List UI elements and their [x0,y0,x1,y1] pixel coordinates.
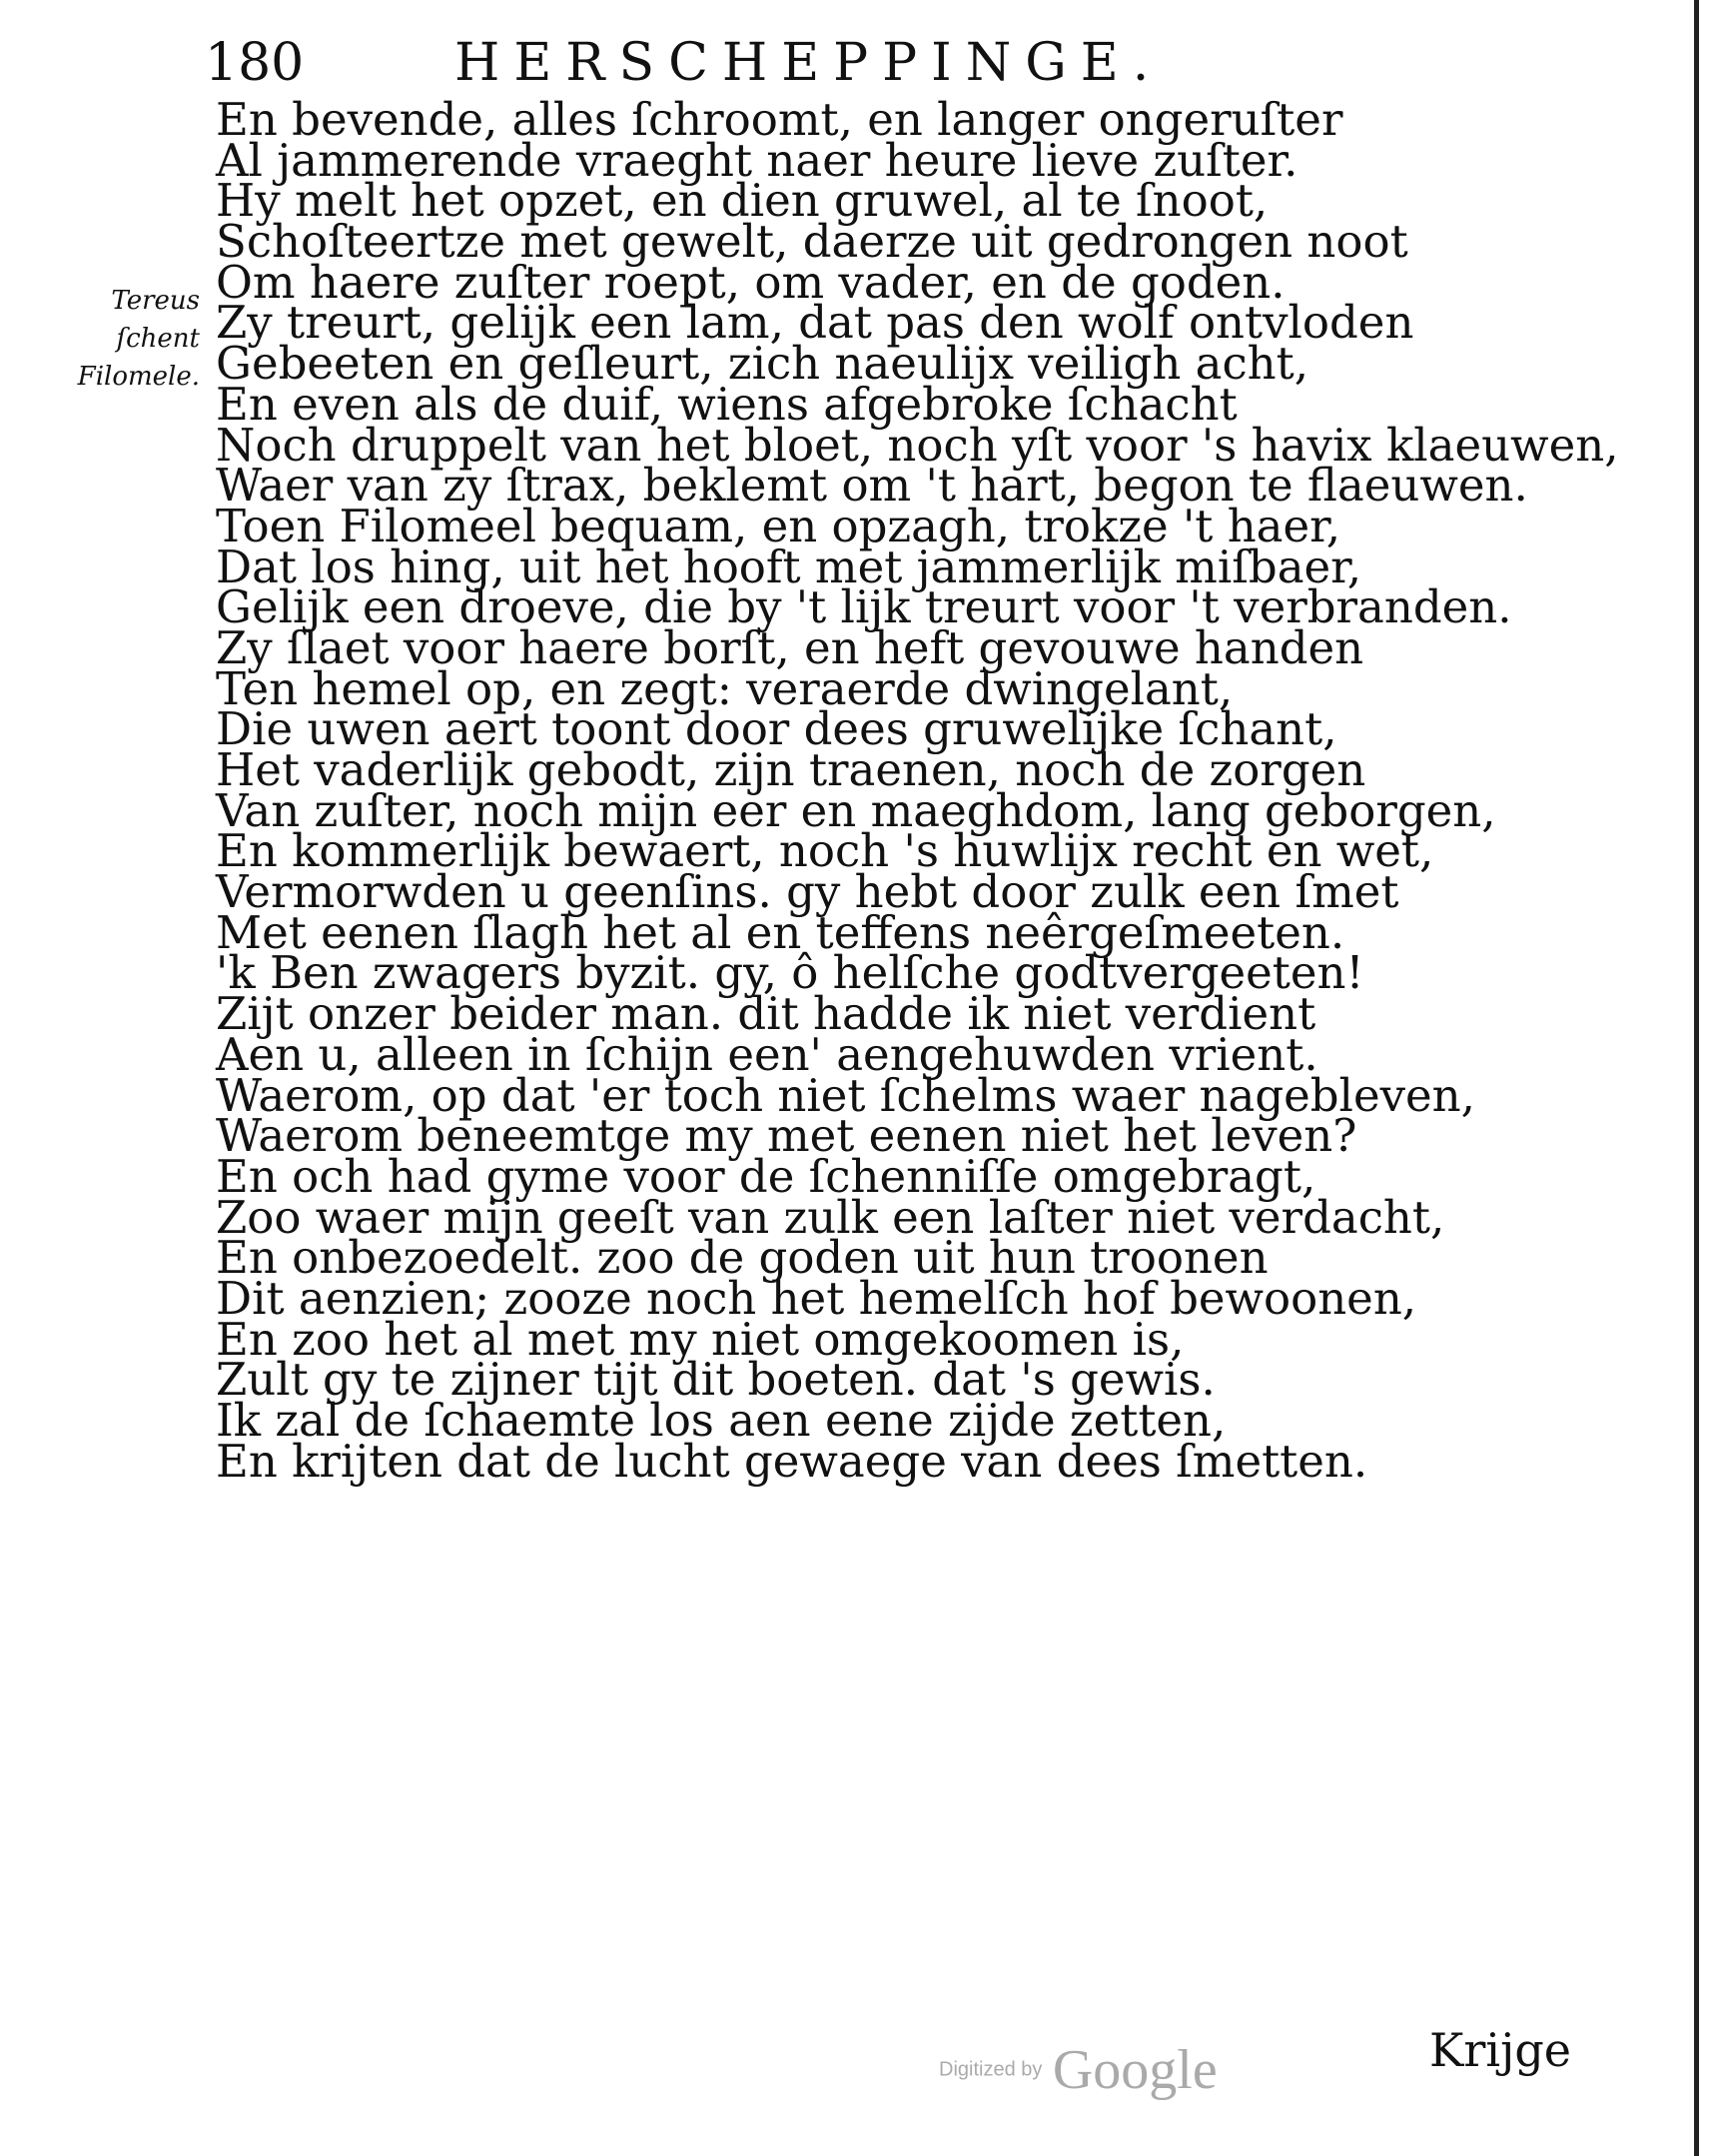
verse-line: Noch druppelt van het bloet, noch yſt voor 's havix klaeuwen, [216,418,1619,472]
verse-block [216,93,1619,1488]
verse-line: En krijten dat de lucht gewaege van dees ſmetten. [216,1434,1368,1488]
verse-line: Gelijk een droeve, die by 't lijk treurt voor 't verbranden. [216,580,1512,634]
verse-line: Toen Filomeel bequam, en opzagh, trokze 't haer, [216,499,1341,552]
verse-line: Vermorwden u geenſins. gy hebt door zulk een ſmet [216,865,1399,919]
verse-line: En och had gyme voor de ſchenniſſe omgebragt, [216,1149,1316,1203]
margin-note-line: ſchent [116,324,200,354]
verse-line: En even als de duif, wiens afgebroke ſchacht [216,377,1238,431]
verse-line: En onbezoedelt. zoo de goden uit hun troonen [216,1231,1269,1285]
verse-line: Aen u, alleen in ſchijn een' aengehuwden vrient. [216,1027,1318,1081]
verse-line: Al jammerende vraeght naer heure lieve zuſter. [216,133,1298,187]
margin-note-line: Filomele. [77,362,200,392]
page-header [205,28,1323,98]
verse-line: Schoſteertze met gewelt, daerze uit gedrongen noot [216,215,1408,269]
verse-line: Waerom beneemtge my met eenen niet het leven? [216,1109,1357,1163]
verse-line: Het vaderlijk gebodt, zijn traenen, noch de zorgen [216,743,1366,796]
verse-line: Van zuſter, noch mijn eer en maeghdom, lang geborgen, [216,783,1496,837]
verse-line: En bevende, alles ſchroomt, en langer ongeruſter [216,93,1343,146]
page-edge-rule [1694,0,1699,2156]
verse-line: Dit aenzien; zooze noch het hemelſch hof bewoonen, [216,1271,1417,1325]
margin-note [40,282,200,396]
verse-line: En kommerlijk bewaert, noch 's huwlijx recht en wet, [216,824,1434,878]
verse-line: Zy treurt, gelijk een lam, dat pas den wolf ontvloden [216,296,1414,350]
margin-note-line: Tereus [111,286,200,316]
verse-line: Dat los hing, uit het hooft met jammerlijk miſbaer, [216,539,1362,593]
verse-line: Hy melt het opzet, en dien gruwel, al te ſnoot, [216,174,1269,228]
running-title: HERSCHEPPINGE. [454,33,1164,93]
verse-line: Zy ſlaet voor haere borſt, en heft gevouwe handen [216,620,1364,674]
verse-line: Ik zal de ſchaemte los aen eene zijde zetten, [216,1394,1227,1447]
digitization-watermark [939,2038,1218,2102]
verse-line: En zoo het al met my niet omgekoomen is, [216,1312,1185,1366]
verse-line: Met eenen ſlagh het al en teffens neêrgeſmeeten. [216,905,1345,959]
watermark-prefix: Digitized by [939,2058,1043,2081]
verse-line: 'k Ben zwagers byzit. gy, ô helſche godtvergeeten! [216,946,1364,1000]
catchword: Krijge [1429,2023,1571,2077]
verse-line: Zijt onzer beider man. dit hadde ik niet verdient [216,987,1316,1041]
verse-line: Zoo waer mijn geeſt van zulk een laſter niet verdacht, [216,1190,1445,1244]
page-number: 180 [205,33,305,93]
verse-line: Waer van zy ſtrax, beklemt om 't hart, begon te flaeuwen. [216,459,1528,513]
verse-line: Zult gy te zijner tijt dit boeten. dat 's gewis. [216,1353,1216,1407]
watermark-brand: Google [1052,2039,1218,2101]
verse-line: Ten hemel op, en zegt: veraerde dwingelant, [216,661,1234,715]
verse-line: Gebeeten en geſleurt, zich naeulijx veiligh acht, [216,337,1309,391]
verse-line: Die uwen aert toont door dees gruwelijke ſchant, [216,702,1337,756]
verse-line: Waerom, op dat 'er toch niet ſchelms waer nagebleven, [216,1068,1475,1122]
verse-line: Om haere zuſter roept, om vader, en de goden. [216,255,1286,309]
